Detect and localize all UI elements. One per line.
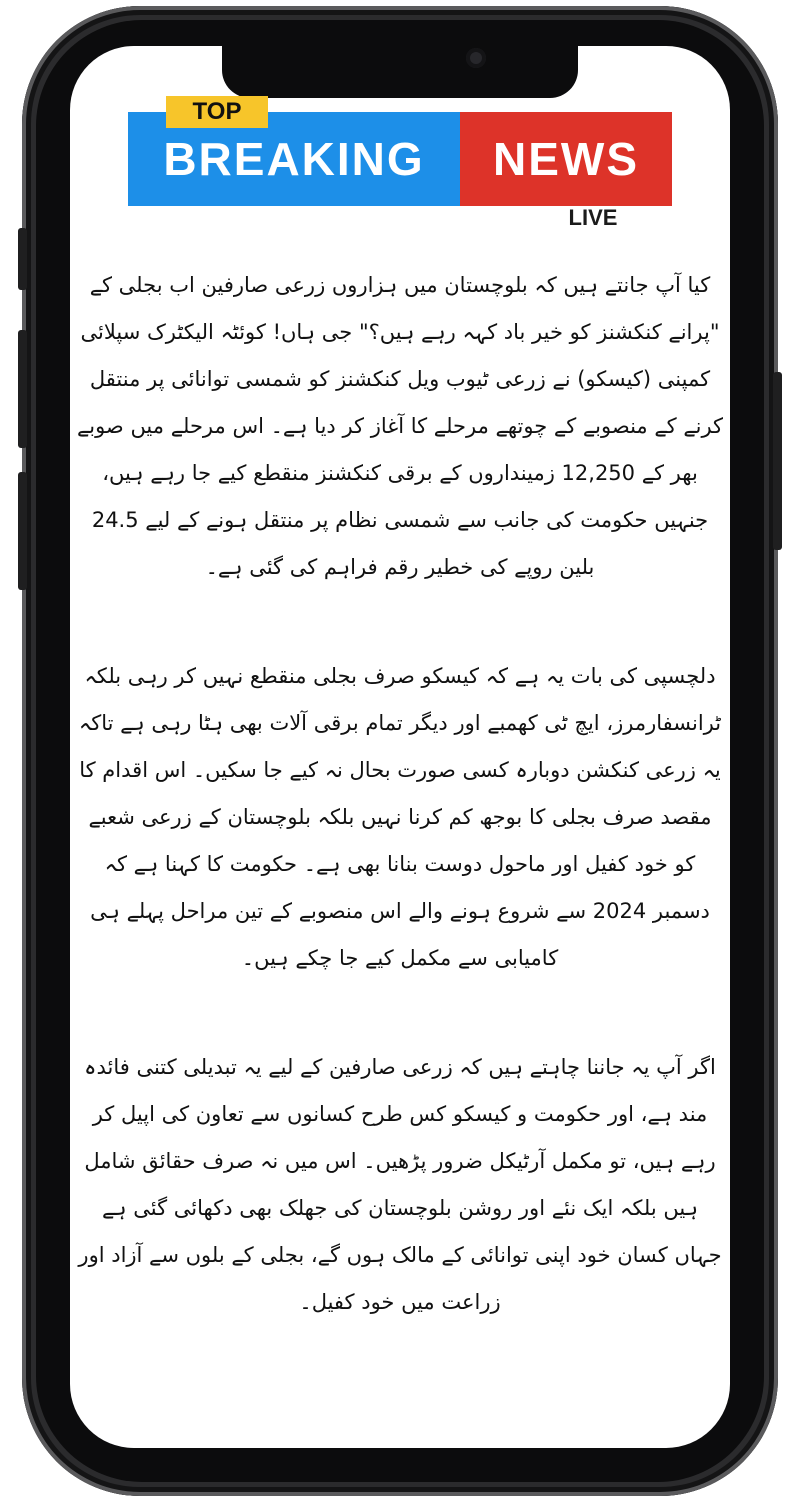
banner-news-label: NEWS bbox=[460, 112, 672, 206]
volume-up-button bbox=[18, 330, 27, 448]
action-button bbox=[18, 228, 27, 290]
banner-breaking-label: BREAKING bbox=[128, 112, 460, 206]
breaking-news-banner bbox=[128, 94, 672, 230]
article-body bbox=[76, 262, 724, 1388]
banner-live-label: LIVE bbox=[540, 206, 646, 230]
notch bbox=[222, 46, 578, 98]
front-camera-icon bbox=[466, 48, 486, 68]
article-paragraph-2: دلچسپی کی بات یہ ہے کہ کیسکو صرف بجلی منقطع نہیں کر رہی بلکہ ٹرانسفارمرز، ایچ ٹی کھمبے اور دیگر تمام برقی آلات بھی ہٹا رہی ہے تاکہ یہ زرعی کنکشن دوبارہ کسی صورت بحال نہ کیے جا سکیں۔ اس اقدام کا مقصد صرف بجلی کا بوجھ کم کرنا نہیں بلکہ بلوچستان کے زرعی شعبے کو خود کفیل اور ماحول دوست بنانا بھی ہے۔ حکومت کا کہنا ہے کہ دسمبر 2024 سے شروع ہونے والے اس منصوبے کے تین مراحل پہلے ہی کامیابی سے مکمل کیے جا چکے ہیں۔ bbox=[78, 664, 722, 970]
power-button bbox=[773, 372, 782, 550]
article-paragraph-3: اگر آپ یہ جاننا چاہتے ہیں کہ زرعی صارفین کے لیے یہ تبدیلی کتنی فائدہ مند ہے، اور حکومت و کیسکو کس طرح کسانوں سے تعاون کی اپیل کر رہے ہیں، تو مکمل آرٹیکل ضرور پڑھیں۔ اس میں نہ صرف حقائق شامل ہیں بلکہ ایک نئے اور روشن بلوچستان کی جھلک بھی دکھائی گئی ہے جہاں کسان خود اپنی توانائی کے مالک ہوں گے، بجلی کے بلوں سے آزاد اور زراعت میں خود کفیل۔ bbox=[78, 1055, 722, 1314]
banner-top-label: TOP bbox=[166, 96, 268, 128]
article-paragraph-1: کیا آپ جانتے ہیں کہ بلوچستان میں ہزاروں زرعی صارفین اب بجلی کے "پرانے کنکشنز کو خیر باد کہہ رہے ہیں؟" جی ہاں! کوئٹہ الیکٹرک سپلائی کمپنی (کیسکو) نے زرعی ٹیوب ویل کنکشنز کو شمسی توانائی پر منتقل کرنے کے منصوبے کے چوتھے مرحلے کا آغاز کر دیا ہے۔ اس مرحلے میں صوبے بھر کے 12,250 زمینداروں کے برقی کنکشنز منقطع کیے جا رہے ہیں، جنہیں حکومت کی جانب سے شمسی نظام پر منتقل ہونے کے لیے 24.5 بلین روپے کی خطیر رقم فراہم کی گئی ہے۔ bbox=[76, 273, 724, 579]
volume-down-button bbox=[18, 472, 27, 590]
